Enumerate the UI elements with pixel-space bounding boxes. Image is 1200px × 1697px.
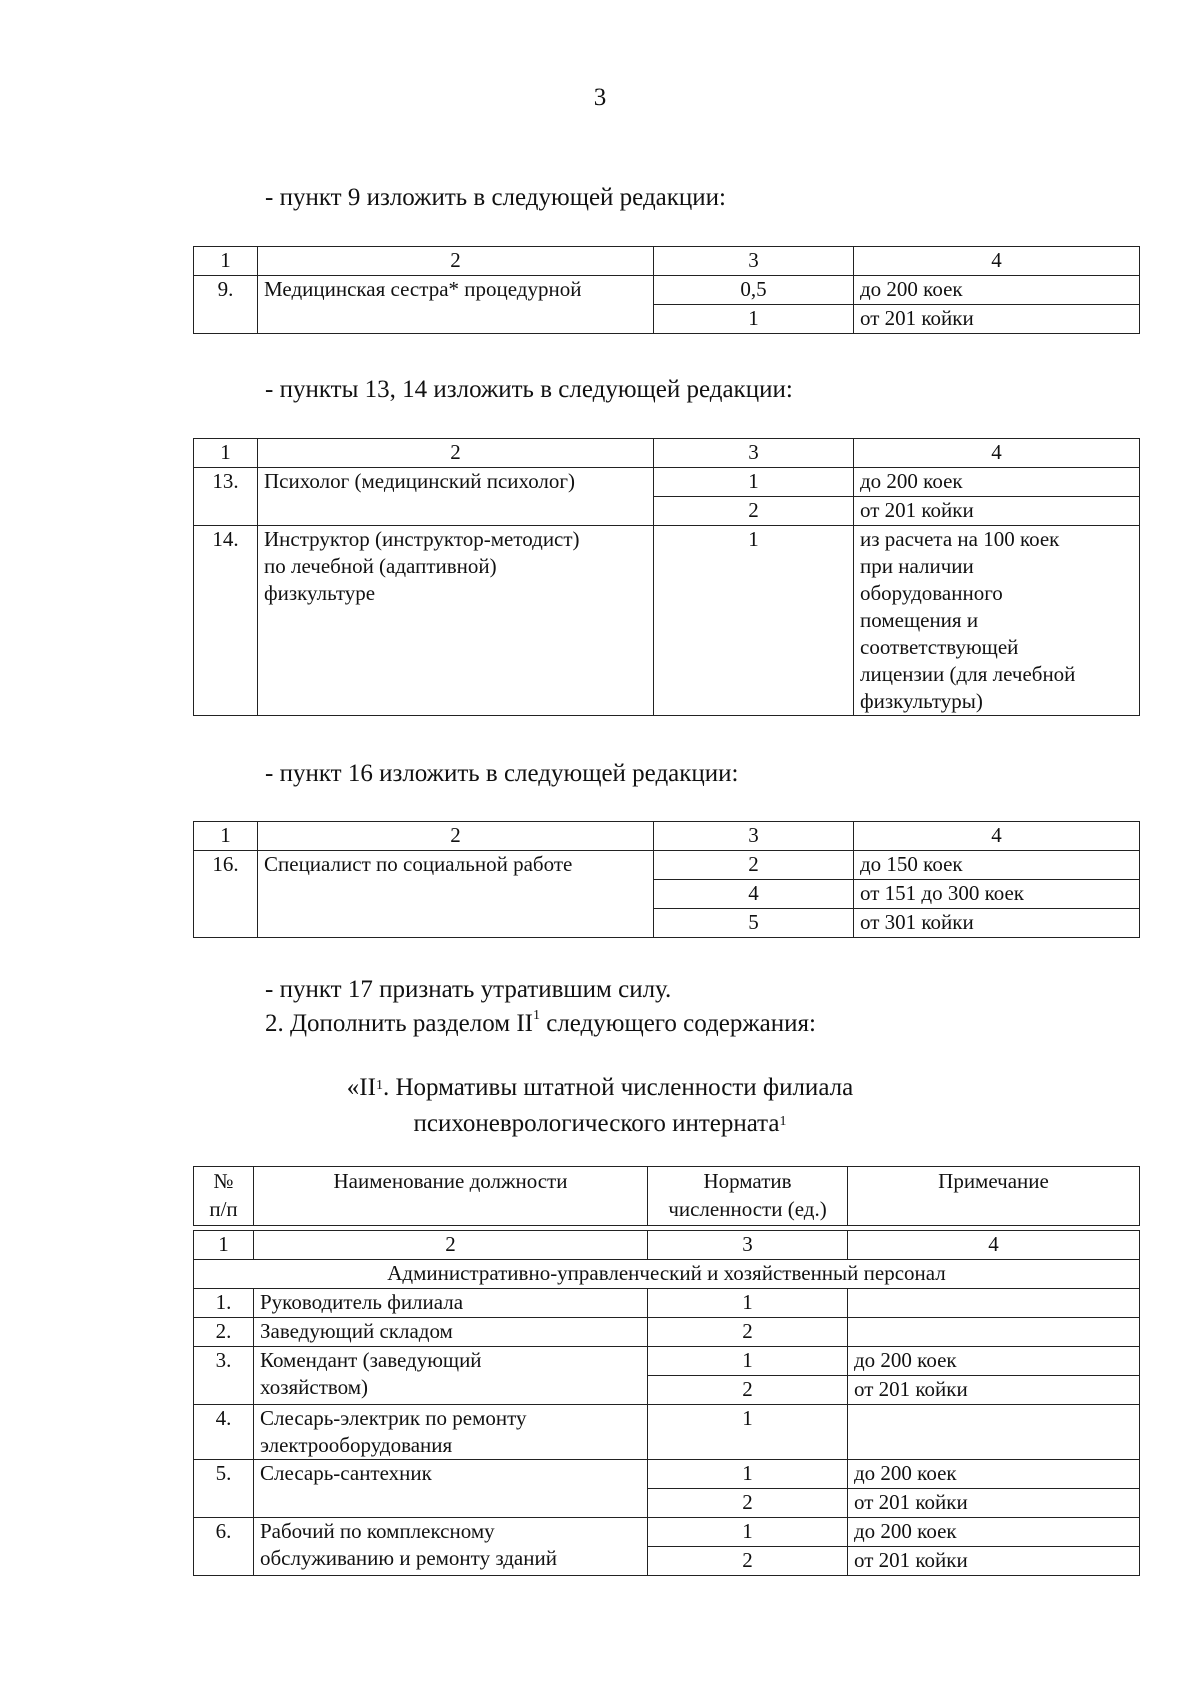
col-number-3: 3 [648, 1231, 848, 1260]
position-name [254, 1347, 648, 1405]
text-fragment: 2. Дополнить разделом II [265, 1010, 533, 1037]
row-number: 2. [194, 1318, 254, 1347]
table-row [194, 276, 1140, 305]
norm-value: 2 [648, 1489, 848, 1518]
note [848, 1289, 1140, 1318]
superscript: 1 [532, 1008, 540, 1023]
table-items-13-14 [193, 438, 1140, 716]
position-name: Специалист по социальной работе [258, 851, 654, 938]
note-line: физкультуры) [860, 689, 983, 713]
header-line: численности (ед.) [668, 1197, 827, 1221]
norm-value: 5 [654, 909, 854, 938]
col-number-2: 2 [258, 247, 654, 276]
table-header-row [194, 247, 1140, 276]
table-row [194, 1347, 1140, 1376]
col-number-2: 2 [258, 439, 654, 468]
position-name-line: Рабочий по комплексному [260, 1519, 495, 1543]
position-name-line: Комендант (заведующий [260, 1348, 482, 1372]
text-fragment: . Нормативы штатной численности филиала [382, 1074, 854, 1101]
table-row [194, 851, 1140, 880]
text-fragment: «II [346, 1074, 376, 1101]
paragraph-item-9: - пункт 9 изложить в следующей редакции: [265, 184, 726, 211]
header-note: Примечание [848, 1167, 1140, 1226]
section-title: Административно-управленческий и хозяйственный персонал [194, 1260, 1140, 1289]
note: до 200 коек [848, 1347, 1140, 1376]
table-header-row [194, 1167, 1140, 1226]
table-item-9 [193, 246, 1140, 334]
note: от 151 до 300 коек [854, 880, 1140, 909]
text-fragment: следующего содержания: [539, 1010, 816, 1037]
norm-value: 1 [648, 1289, 848, 1318]
table-item-16 [193, 821, 1140, 938]
page-number: 3 [593, 84, 607, 111]
row-number: 13. [194, 468, 258, 526]
header-norm [648, 1167, 848, 1226]
col-number-2: 2 [258, 822, 654, 851]
position-name: Заведующий складом [254, 1318, 648, 1347]
col-number-4: 4 [854, 247, 1140, 276]
norm-value: 1 [654, 305, 854, 334]
row-number: 3. [194, 1347, 254, 1405]
note: до 200 коек [854, 276, 1140, 305]
table-row [194, 468, 1140, 497]
norm-value: 2 [648, 1547, 848, 1576]
norm-value: 2 [648, 1376, 848, 1405]
table-row [194, 1518, 1140, 1547]
norm-value: 1 [654, 526, 854, 716]
col-number-1: 1 [194, 439, 258, 468]
position-name-line: Слесарь-электрик по ремонту [260, 1406, 527, 1430]
note [848, 1318, 1140, 1347]
note-line: оборудованного [860, 581, 1003, 605]
position-name: Медицинская сестра* процедурной [258, 276, 654, 334]
col-number-3: 3 [654, 439, 854, 468]
paragraph-item-17: - пункт 17 признать утратившим силу. [265, 976, 672, 1003]
row-number: 5. [194, 1460, 254, 1518]
col-number-1: 1 [194, 247, 258, 276]
header-number [194, 1167, 254, 1226]
note-line: лицензии (для лечебной [860, 662, 1076, 686]
staffing-norms-table [193, 1166, 1140, 1576]
norm-value: 4 [654, 880, 854, 909]
paragraph-items-13-14: - пункты 13, 14 изложить в следующей редакции: [265, 376, 793, 403]
col-number-1: 1 [194, 1231, 254, 1260]
text-fragment: психоневрологического интерната [413, 1110, 780, 1137]
norm-value: 1 [648, 1518, 848, 1547]
row-number: 9. [194, 276, 258, 334]
note-line: при наличии [860, 554, 974, 578]
table-row [194, 1289, 1140, 1318]
col-number-2: 2 [254, 1231, 648, 1260]
table-row [194, 1318, 1140, 1347]
note: до 150 коек [854, 851, 1140, 880]
norm-value: 1 [648, 1347, 848, 1376]
note-line: соответствующей [860, 635, 1019, 659]
table-header-row [194, 822, 1140, 851]
section-heading-line-1 [0, 1070, 1200, 1106]
paragraph-item-16: - пункт 16 изложить в следующей редакции: [265, 760, 739, 787]
row-number: 1. [194, 1289, 254, 1318]
table-row [194, 1460, 1140, 1489]
row-number: 14. [194, 526, 258, 716]
norm-value: 1 [648, 1405, 848, 1460]
position-name-line: обслуживанию и ремонту зданий [260, 1546, 557, 1570]
table-row [194, 1405, 1140, 1460]
header-line: № [213, 1169, 234, 1193]
col-number-4: 4 [854, 439, 1140, 468]
row-number: 16. [194, 851, 258, 938]
note: до 200 коек [854, 468, 1140, 497]
paragraph-add-section [265, 1010, 816, 1038]
position-name: Слесарь-сантехник [254, 1460, 648, 1518]
header-line: Норматив [703, 1169, 792, 1193]
position-name: Руководитель филиала [254, 1289, 648, 1318]
norm-value: 2 [648, 1318, 848, 1347]
position-name-line: физкультуре [264, 581, 376, 605]
col-number-3: 3 [654, 822, 854, 851]
norm-value: 2 [654, 497, 854, 526]
table-header-row [194, 439, 1140, 468]
position-name: Психолог (медицинский психолог) [258, 468, 654, 526]
col-number-4: 4 [848, 1231, 1140, 1260]
norm-value: 1 [654, 468, 854, 497]
table-row [194, 526, 1140, 716]
col-number-4: 4 [854, 822, 1140, 851]
position-name [254, 1405, 648, 1460]
row-number: 6. [194, 1518, 254, 1576]
table-column-numbers-row [194, 1231, 1140, 1260]
position-name-line: по лечебной (адаптивной) [264, 554, 497, 578]
note-line: помещения и [860, 608, 979, 632]
note-line: из расчета на 100 коек [860, 527, 1060, 551]
note: от 201 койки [848, 1489, 1140, 1518]
header-position-name: Наименование должности [254, 1167, 648, 1226]
col-number-3: 3 [654, 247, 854, 276]
note: от 201 койки [854, 497, 1140, 526]
position-name [258, 526, 654, 716]
superscript: 1 [779, 1114, 787, 1129]
position-name-line: Инструктор (инструктор-методист) [264, 527, 580, 551]
position-name-line: электрооборудования [260, 1433, 453, 1457]
header-line: п/п [209, 1197, 238, 1221]
norm-value: 2 [654, 851, 854, 880]
superscript: 1 [375, 1078, 383, 1093]
position-name-line: хозяйством) [260, 1375, 369, 1399]
section-row [194, 1260, 1140, 1289]
norm-value: 1 [648, 1460, 848, 1489]
note: от 201 койки [848, 1376, 1140, 1405]
note: до 200 коек [848, 1460, 1140, 1489]
note: от 201 койки [854, 305, 1140, 334]
section-heading-line-2 [0, 1106, 1200, 1142]
note: от 201 койки [848, 1547, 1140, 1576]
note [848, 1405, 1140, 1460]
row-number: 4. [194, 1405, 254, 1460]
note [854, 526, 1140, 716]
norm-value: 0,5 [654, 276, 854, 305]
note: от 301 койки [854, 909, 1140, 938]
position-name [254, 1518, 648, 1576]
col-number-1: 1 [194, 822, 258, 851]
note: до 200 коек [848, 1518, 1140, 1547]
